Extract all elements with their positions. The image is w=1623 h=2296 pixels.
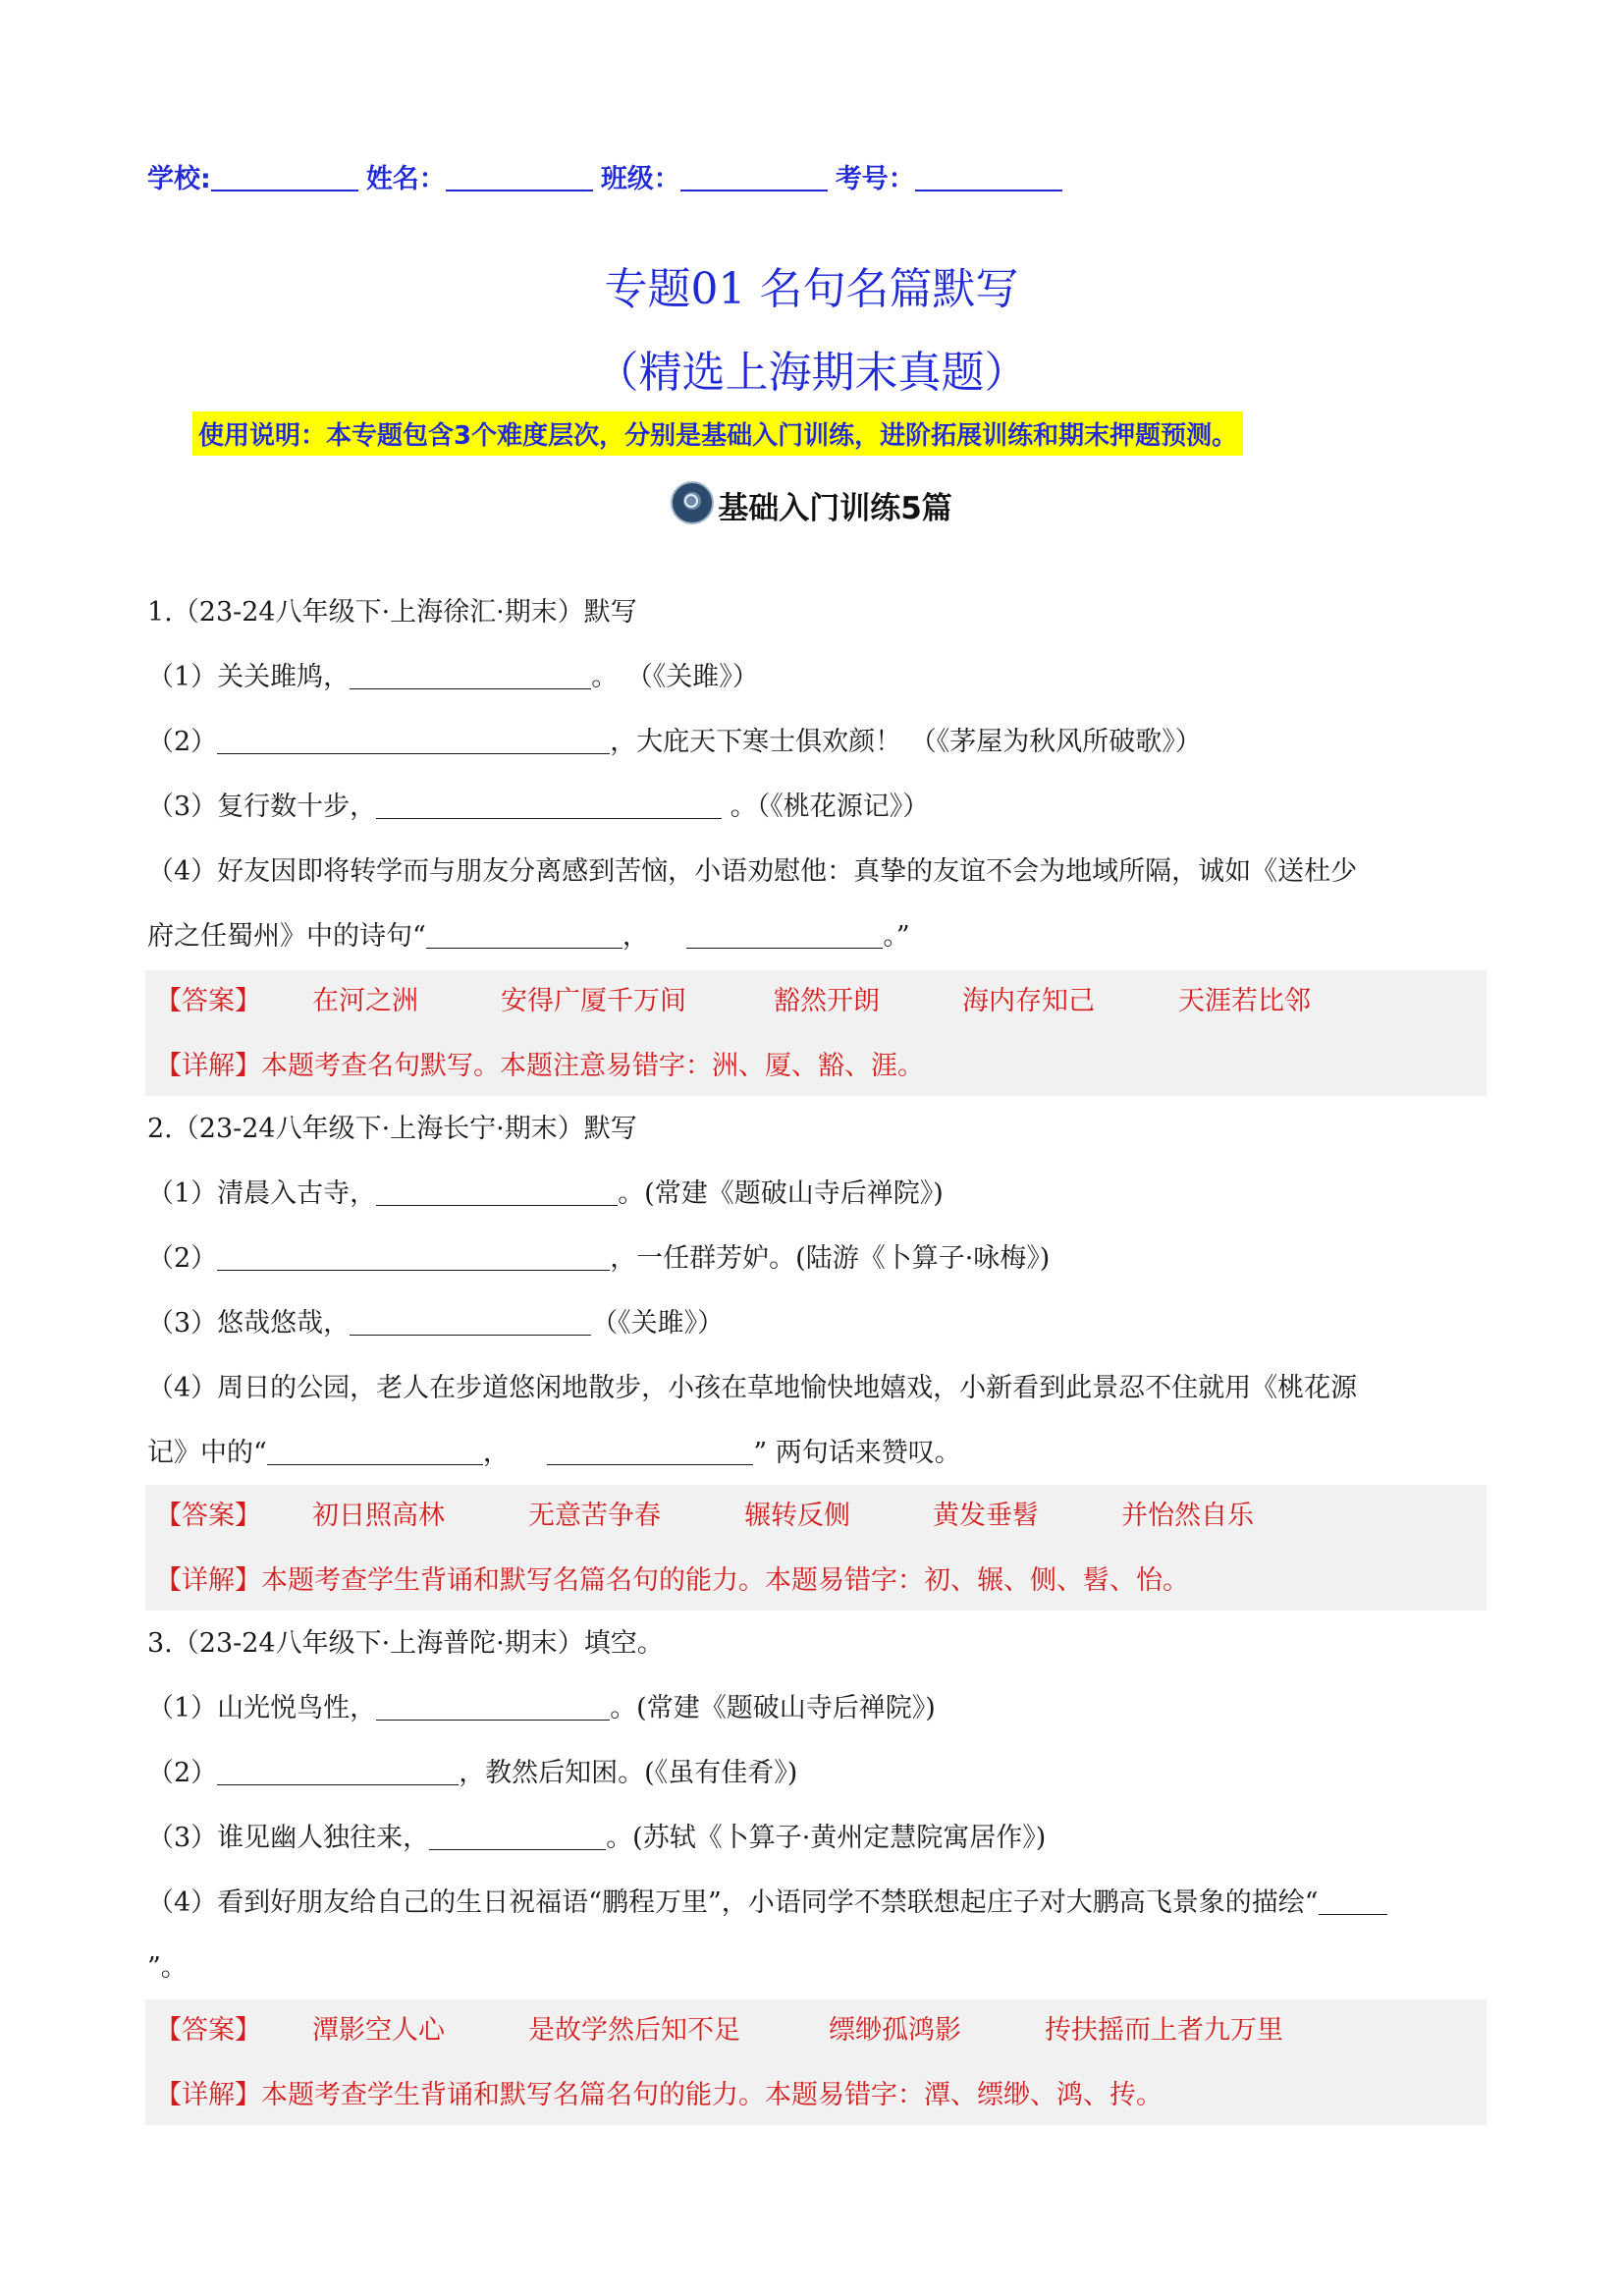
answer-line — [155, 1499, 1254, 1534]
answer-blank[interactable] — [267, 1437, 483, 1465]
answer-blank[interactable] — [217, 726, 610, 754]
name-label: 姓名： — [365, 164, 446, 194]
answer-value: 无意苦争春 — [528, 1501, 661, 1531]
question-item: （4）看到好朋友给自己的生日祝福语“鹏程万里”，小语同学不禁联想起庄子对大鹏高飞景象的描绘“ — [147, 1886, 1387, 1921]
question-stem: 2.（23-24八年级下·上海长宁·期末）默写 — [147, 1114, 637, 1144]
answer-blank[interactable] — [1319, 1886, 1387, 1915]
question-item: （3）谁见幽人独往来， 。(苏轼《卜算子·黄州定慧院寓居作》) — [147, 1823, 1047, 1853]
answer-blank[interactable] — [376, 1177, 618, 1206]
answer-value: 海内存知己 — [962, 986, 1095, 1016]
class-label: 班级： — [600, 164, 680, 194]
question-item: （1）关关雎鸠， 。 （《关雎》） — [147, 662, 759, 692]
answer-blank[interactable] — [350, 661, 591, 689]
answer-value: 安得广厦千万间 — [501, 986, 686, 1016]
answer-line — [155, 984, 1311, 1019]
question-item-continued: 记》中的“ ， ” 两句话来赞叹。 — [147, 1438, 961, 1468]
school-blank[interactable] — [211, 164, 358, 191]
question-item: （4）周日的公园，老人在步道悠闲地散步，小孩在草地愉快地嬉戏，小新看到此景忍不住就用《桃花源 — [147, 1373, 1358, 1403]
question-item-continued: ”。 — [147, 1952, 188, 1983]
answer-blank[interactable] — [429, 1822, 606, 1850]
answer-value: 是故学然后知不足 — [528, 2015, 740, 2046]
question-item: （4）好友因即将转学而与朋友分离感到苦恼，小语劝慰他：真挚的友谊不会为地域所隔，诚如《送杜少 — [147, 856, 1358, 887]
class-blank[interactable] — [680, 164, 828, 191]
answer-value: 并怡然自乐 — [1121, 1501, 1254, 1531]
answer-detail: 【详解】本题考查学生背诵和默写名篇名句的能力。本题易错字：潭、缥缈、鸿、抟。 — [155, 2080, 1163, 2110]
document-subtitle: （精选上海期末真题） — [595, 348, 1028, 398]
answer-value: 在河之洲 — [312, 986, 418, 1016]
answer-value: 潭影空人心 — [312, 2015, 445, 2046]
gauge-icon — [671, 481, 714, 524]
answer-value: 初日照高林 — [312, 1501, 445, 1531]
document-title: 专题01 名句名篇默写 — [604, 264, 1019, 314]
answer-value: 缥缈孤鸿影 — [829, 2015, 961, 2046]
answer-label: 【答案】 — [155, 2015, 261, 2046]
number-blank[interactable] — [915, 164, 1062, 191]
school-label: 学校: — [147, 164, 211, 194]
name-blank[interactable] — [446, 164, 593, 191]
answer-blank[interactable] — [217, 1757, 459, 1785]
answer-blank[interactable] — [350, 1307, 591, 1336]
number-label: 考号： — [835, 164, 915, 194]
answer-detail: 【详解】本题考查名句默写。本题注意易错字：洲、厦、豁、涯。 — [155, 1051, 924, 1081]
question-item: （3）悠哉悠哉， （《关雎》） — [147, 1308, 725, 1339]
question-item: （3）复行数十步， 。（《桃花源记》） — [147, 792, 930, 822]
question-stem: 3.（23-24八年级下·上海普陀·期末）填空。 — [147, 1628, 664, 1659]
question-item: （1）山光悦鸟性， 。(常建《题破山寺后禅院》) — [147, 1693, 936, 1723]
answer-value: 天涯若比邻 — [1178, 986, 1311, 1016]
answer-blank[interactable] — [376, 1692, 610, 1721]
student-info-line — [147, 157, 1070, 195]
question-item: （2） ，一任群芳妒。(陆游《卜算子·咏梅》) — [147, 1243, 1051, 1274]
question-stem: 1.（23-24八年级下·上海徐汇·期末）默写 — [147, 597, 637, 628]
answer-label: 【答案】 — [155, 986, 261, 1016]
answer-blank[interactable] — [547, 1437, 753, 1465]
answer-blank[interactable] — [217, 1242, 610, 1271]
answer-blank[interactable] — [376, 791, 722, 819]
question-item-continued: 府之任蜀州》中的诗句“ ， 。” — [147, 921, 910, 952]
answer-blank[interactable] — [686, 920, 883, 949]
answer-line — [155, 2013, 1283, 2049]
section-label: 基础入门训练5篇 — [718, 491, 952, 526]
answer-value: 辗转反侧 — [744, 1501, 850, 1531]
answer-value: 豁然开朗 — [774, 986, 880, 1016]
question-item: （1）清晨入古寺， 。(常建《题破山寺后禅院》) — [147, 1178, 944, 1209]
answer-label: 【答案】 — [155, 1501, 261, 1531]
section-heading — [0, 481, 1623, 527]
question-item: （2） ，教然后知困。(《虽有佳肴》) — [147, 1758, 798, 1788]
usage-note: 使用说明：本专题包含3个难度层次，分别是基础入门训练，进阶拓展训练和期末押题预测。 — [192, 411, 1243, 456]
answer-value: 黄发垂髫 — [933, 1501, 1039, 1531]
answer-value: 抟扶摇而上者九万里 — [1045, 2015, 1283, 2046]
answer-blank[interactable] — [426, 920, 622, 949]
answer-detail: 【详解】本题考查学生背诵和默写名篇名句的能力。本题易错字：初、辗、侧、髫、怡。 — [155, 1565, 1189, 1596]
question-item: （2） ，大庇天下寒士俱欢颜！ （《茅屋为秋风所破歌》） — [147, 727, 1202, 757]
